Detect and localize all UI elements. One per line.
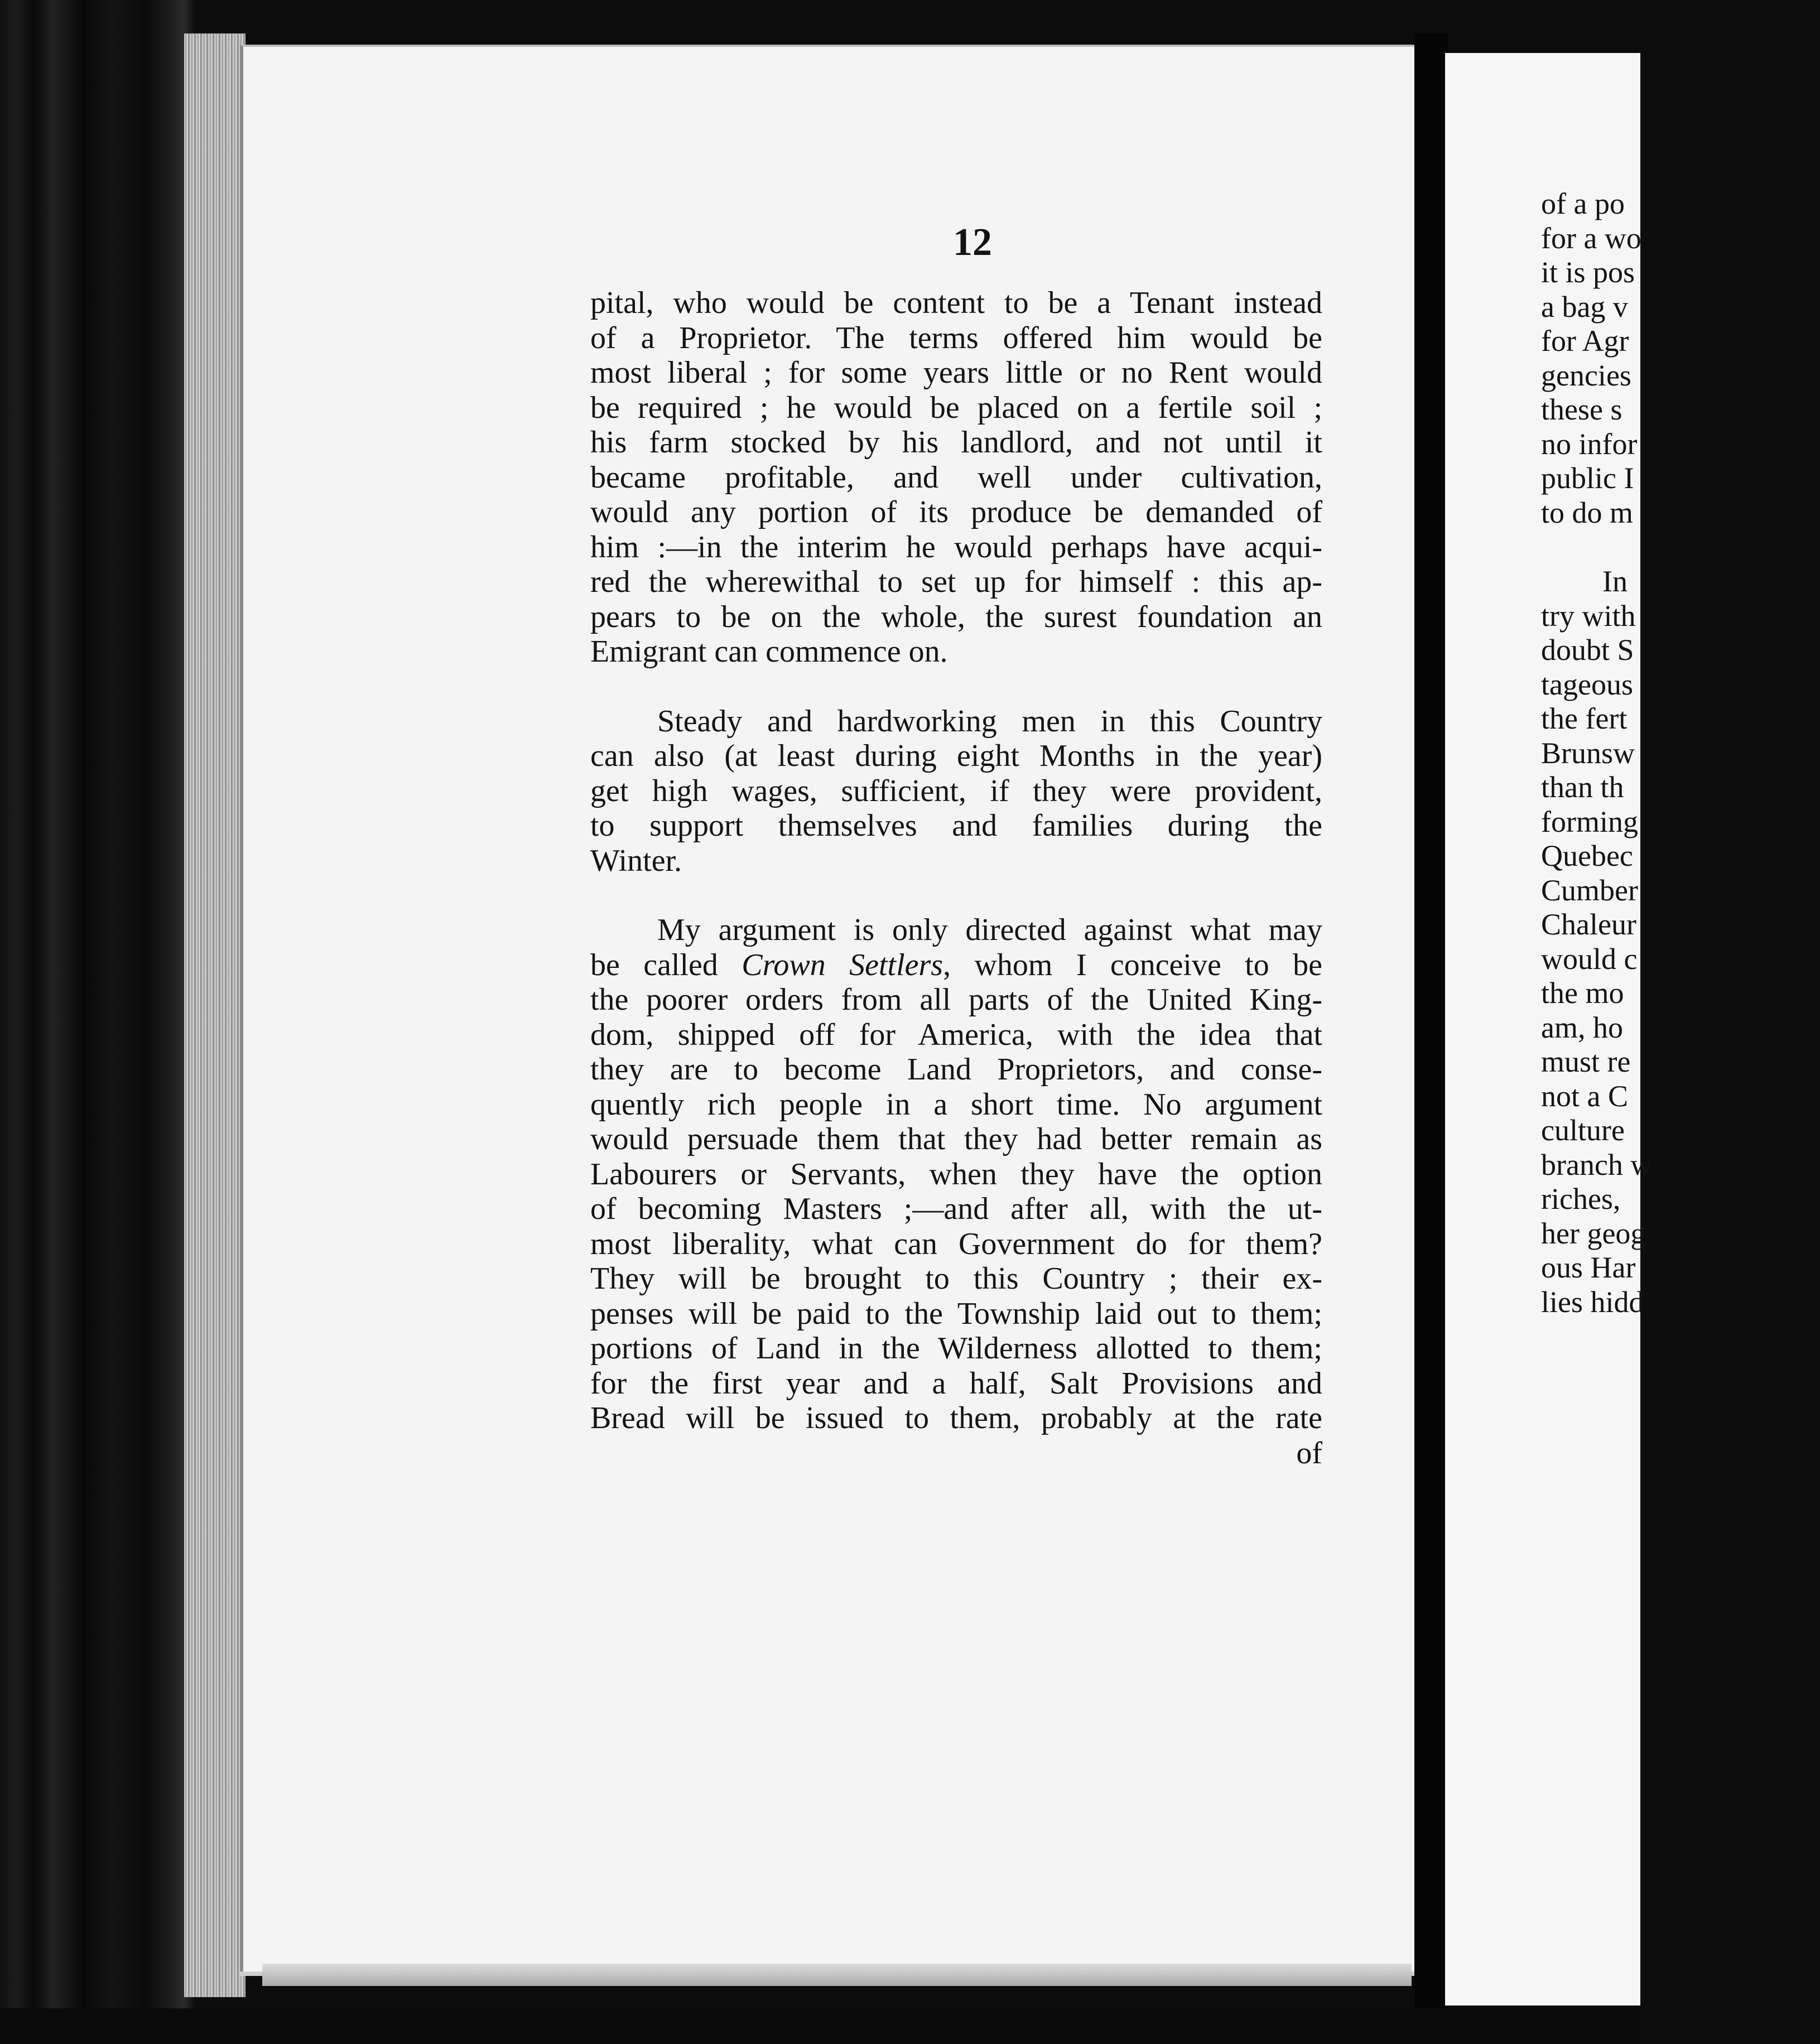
text-line: Winter.: [590, 843, 682, 878]
text-line: of becoming Masters ;—and after all, with the ut-: [590, 1192, 1322, 1226]
text-line: her geog: [1541, 1216, 1646, 1250]
text-line: no infor: [1541, 427, 1638, 461]
text-line: would persuade them that they had better remain as: [590, 1122, 1322, 1156]
text-line: dom, shipped off for America, with the idea that: [590, 1017, 1322, 1052]
text-line: pears to be on the whole, the surest foundation an: [590, 599, 1322, 634]
paragraph-2: [590, 704, 1322, 879]
text-line: of a Proprietor. The terms offered him would be: [590, 320, 1322, 355]
text-line: In: [1602, 565, 1628, 598]
text-line: they are to become Land Proprietors, and conse-: [590, 1052, 1322, 1087]
text-line: Chaleur: [1541, 908, 1636, 941]
text-line: lies hidd: [1541, 1285, 1644, 1319]
left-page-text: [590, 286, 1322, 1471]
text-line: be required ; he would be placed on a fertile soil ;: [590, 390, 1322, 425]
text-line: get high wages, sufficient, if they were provident,: [590, 773, 1322, 808]
text-line: tageous: [1541, 667, 1633, 701]
paragraph-1: [590, 286, 1322, 669]
right-page-text: [1541, 187, 1820, 1319]
text-line: Bread will be issued to them, probably at the rate: [590, 1401, 1322, 1435]
text-line: branch w: [1541, 1148, 1653, 1182]
text-line: the poorer orders from all parts of the United King-: [590, 982, 1322, 1017]
book-page-edges: [184, 33, 245, 1997]
text-line: than th: [1541, 770, 1624, 804]
text-line: They will be brought to this Country ; their ex-: [590, 1261, 1322, 1296]
text-line: am, ho: [1541, 1010, 1623, 1044]
text-line: Emigrant can commence on.: [590, 634, 948, 669]
text-line: My argument is only directed against what may: [657, 913, 1322, 947]
text-line: these s: [1541, 393, 1622, 426]
text-line: riches,: [1541, 1182, 1621, 1216]
text-line: most liberality, what can Government do for them?: [590, 1226, 1322, 1261]
text-line: Brunsw: [1541, 736, 1635, 770]
italic-term: Crown Settlers: [742, 947, 943, 982]
text-line: it is pos: [1541, 256, 1635, 289]
text-line: quently rich people in a short time. No argument: [590, 1087, 1322, 1122]
text-line: a bag v: [1541, 290, 1628, 324]
text-line: for the first year and a half, Salt Provisions and: [590, 1366, 1322, 1401]
text-line: culture: [1541, 1113, 1625, 1147]
text-line: portions of Land in the Wilderness allotted to them;: [590, 1331, 1322, 1366]
text-line: Cumber: [1541, 873, 1638, 907]
catchword: of: [1296, 1435, 1322, 1471]
text-line: try with: [1541, 599, 1636, 633]
text-line: be called Crown Settlers, whom I conceive to be: [590, 947, 1323, 982]
text-line: would c: [1541, 942, 1638, 976]
text-line: the fert: [1541, 702, 1628, 735]
text-line: ous Har: [1541, 1251, 1636, 1284]
text-line: would any portion of its produce be demanded of: [590, 495, 1322, 529]
text-line: Steady and hardworking men in this Country: [657, 703, 1322, 739]
text-line: of a po: [1541, 187, 1625, 220]
text-line: must re: [1541, 1045, 1631, 1078]
text-line: for a wo: [1541, 221, 1641, 255]
text-line: public I: [1541, 461, 1634, 495]
text-line: doubt S: [1541, 633, 1634, 667]
book-gutter: [1414, 33, 1448, 2044]
page-bottom-edge: [262, 1964, 1412, 1986]
text-line: Labourers or Servants, when they have the option: [590, 1156, 1322, 1192]
text-line: can also (at least during eight Months in the year): [590, 739, 1322, 773]
page-number: 12: [953, 221, 992, 264]
text-line: him :—in the interim he would perhaps have acqui-: [590, 529, 1322, 565]
text-line: became profitable, and well under cultivation,: [590, 460, 1322, 495]
text-line: penses will be paid to the Township laid out to them;: [590, 1296, 1322, 1331]
paragraph-gap: [1541, 530, 1820, 565]
scan-bottom-border: [0, 2008, 1640, 2044]
text-line: the mo: [1541, 976, 1624, 1010]
text-line: most liberal ; for some years little or no Rent would: [590, 355, 1322, 390]
text-line: red the wherewithal to set up for himself : this ap-: [590, 565, 1322, 599]
text-line: forming: [1541, 804, 1638, 838]
text-line: not a C: [1541, 1079, 1628, 1113]
text-line: pital, who would be content to be a Tenant instead: [590, 286, 1322, 320]
paragraph-3: [590, 913, 1322, 1436]
text-line: gencies: [1541, 358, 1631, 392]
text-line: for Agr: [1541, 324, 1629, 358]
text-line: Quebec: [1541, 839, 1633, 872]
text-line: to do m: [1541, 495, 1634, 529]
text-line: to support themselves and families during the: [590, 808, 1322, 843]
text-line: his farm stocked by his landlord, and not until it: [590, 425, 1322, 460]
